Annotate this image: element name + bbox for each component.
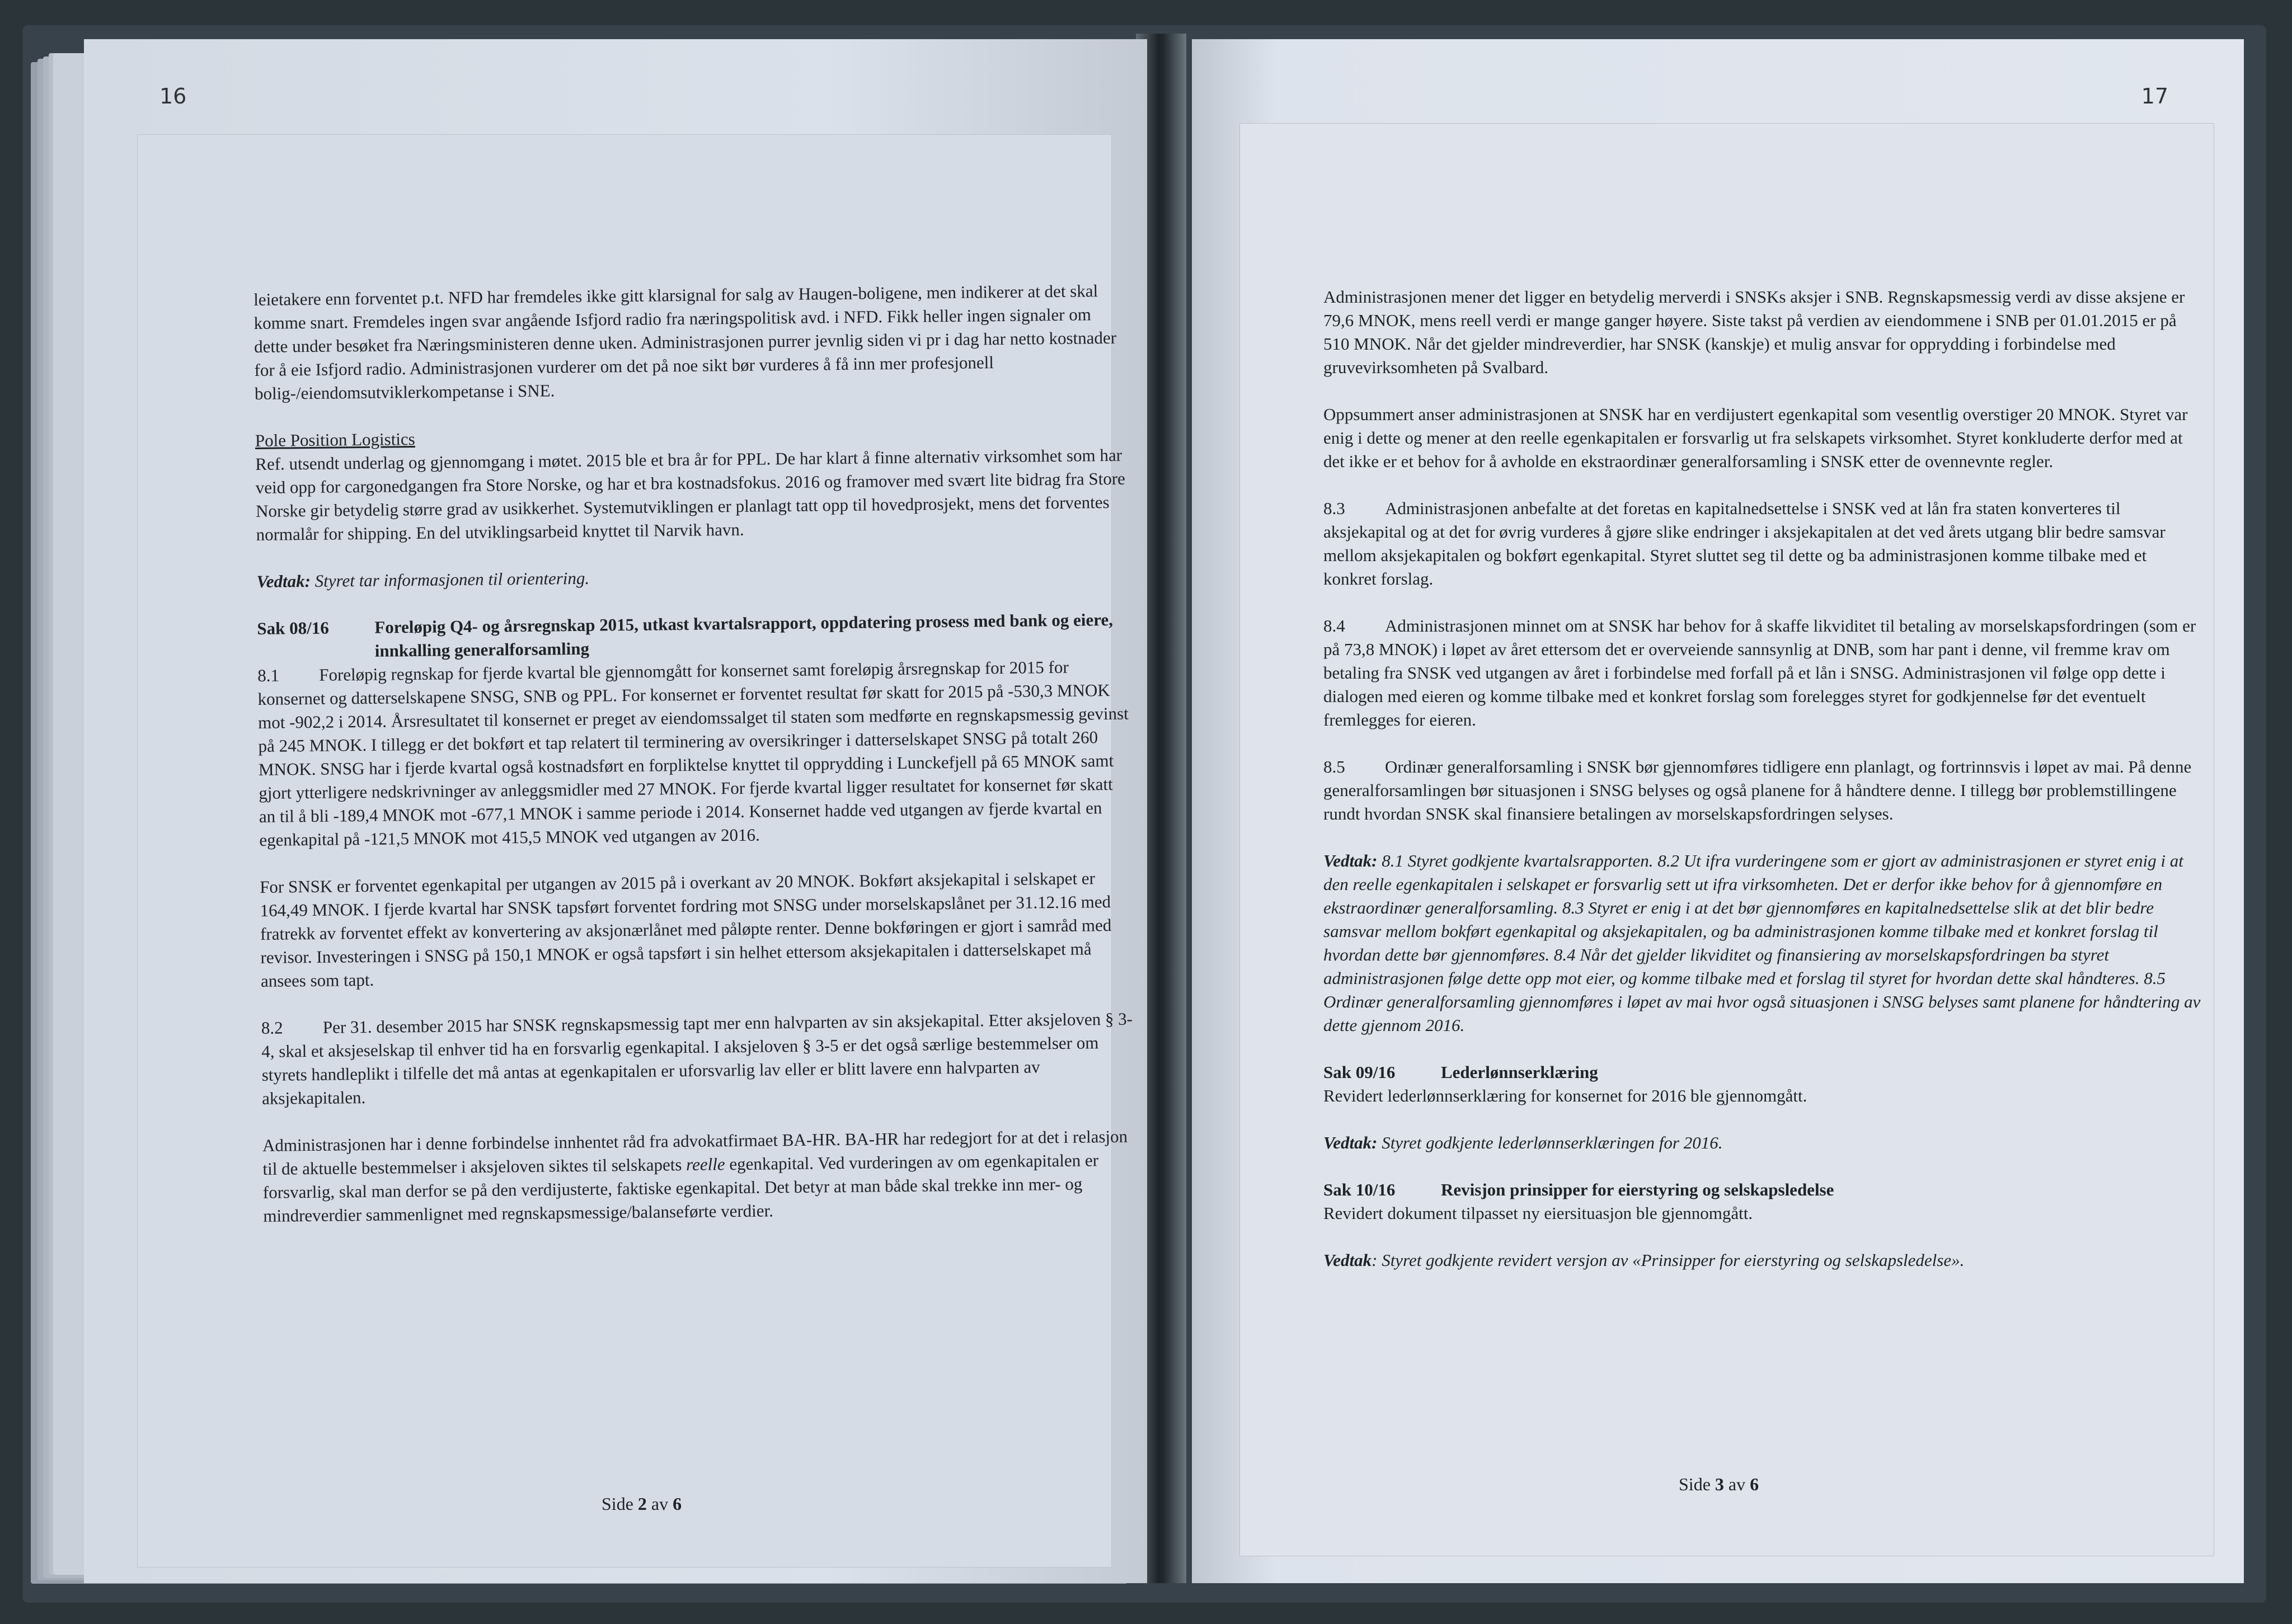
section-text: Ordinær generalforsamling i SNSK bør gjennomføres tidligere enn planlagt, og fortrinnsvis i løpet av mai. På denne generalforsamlingen bør situasjonen i SNSG belyses og også planene for å håndtere denne. I tillegg bør problemstillingene rundt hvordan SNSK skal finansiere betalingen av morselskapsfordringen selyses. [1323, 757, 2192, 823]
footer-page: 3 [1715, 1474, 1724, 1494]
vedtak-label: Vedtak: [1323, 1133, 1378, 1152]
vedtak [1323, 1131, 2202, 1155]
vedtak [256, 561, 1129, 594]
paragraph: For SNSK er forventet egenkapital per utgangen av 2015 på i overkant av 20 MNOK. Bokført aksjekapital i selskapet er 164,49 MNOK. I fjerde kvartal har SNSK tapsført forventet fordring mot SNSG under morselskapslånet per 31.12.16 med fratrekk av forventet effekt av konvertering av aksjonærlånet med påløpte renter. Denne bokføringen er gjort i samråd med revisor. Investeringen i SNSG på 150,1 MNOK er også tapsført i sin helhet ettersom aksjekapitalen i datterselskapet må ansees som tapt. [260, 868, 1112, 991]
paragraph [1323, 497, 2202, 591]
case-title: Lederlønnserklæring [1441, 1062, 1598, 1082]
page-footer [1679, 1474, 1759, 1495]
paragraph [1323, 755, 2202, 826]
case-number: Sak 09/16 [1323, 1062, 1396, 1082]
paragraph: Revidert lederlønnserklæring for konsernet for 2016 ble gjennomgått. [1323, 1086, 1807, 1105]
vedtak-text: : Styret godkjente revidert versjon av «Prinsipper for eierstyring og selskapsledelse». [1372, 1250, 1965, 1270]
case-heading [257, 608, 1130, 664]
page-number: 16 [159, 84, 187, 109]
paragraph: leietakere enn forventet p.t. NFD har fremdeles ikke gitt klarsignal for salg av Haugen-boligene, men indikerer at det skal komme snart. Fremdeles ingen svar angående Isfjord radio fra næringspolitisk avd. i NFD. Fikk heller ingen signaler om dette under besøket fra Næringsministeren denne uken. Administrasjonen purrer jevnlig siden vi pr i dag har netto kostnader for å eie Isfjord radio. Administrasjonen vurderer om det på noe sikt bør vurderes å få inn mer profesjonell bolig-/eiendomsutviklerkompetanse i SNE. [253, 281, 1117, 403]
left-page [84, 39, 1147, 1583]
vedtak-label: Vedtak: [1323, 851, 1378, 870]
paragraph [257, 655, 1132, 852]
vedtak-text: Styret godkjente lederlønnserklæringen for 2016. [1382, 1133, 1723, 1152]
section-text: Administrasjonen anbefalte at det foretas en kapitalnedsettelse i SNSK ved at lån fra staten konverteres til aksjekapital og at det for øvrig vurderes å gjøre slike endringer i aksjekapitalen at det ved årets utgang blir bedre samsvar mellom aksjekapitalen og bokført egenkapital. Styret sluttet seg til dette og ba administrasjonen komme tilbake med et konkret forslag. [1323, 498, 2166, 589]
vedtak [1323, 1249, 2202, 1272]
case-title: Revisjon prinsipper for eierstyring og selskapsledelse [1441, 1180, 1834, 1199]
section-number: 8.2 [261, 1018, 283, 1038]
footer-page: 2 [637, 1494, 647, 1514]
footer-prefix: Side [602, 1494, 633, 1514]
case-number: Sak 10/16 [1323, 1180, 1396, 1199]
emphasis: reelle [685, 1154, 725, 1174]
paragraph [262, 1125, 1136, 1228]
section-text: Administrasjonen minnet om at SNSK har behov for å skaffe likviditet til betaling av morselskapsfordringen (som er på 73,8 MNOK) i løpet av året ettersom det er overveiende sannsynlig at DNB, som har pant i denne, vil fremme krav om betaling fra SNSK ved utgangen av året i forbindelse med forfall på et lån i SNSG. Administrasjonen vil følge opp dette i dialogen med eieren og komme tilbake med et konkret forslag som forelegges styret for godkjennelse før det eventuelt fremlegges for eieren. [1323, 616, 2196, 729]
right-page-text [1323, 285, 2202, 1296]
vedtak-text: 8.1 Styret godkjente kvartalsrapporten. 8.2 Ut ifra vurderingene som er gjort av administrasjonen er styret enig i at den reelle egenkapitalen i selskapet er forsvarlig sett ut ifra virksomheten. Det er derfor ikke behov for å gjennomføre en ekstraordinær generalforsamling. 8.3 Styret er enig i at det bør gjennomføres en kapitalnedsettelse slik at det blir bedre samsvar mellom bokført egenkapital og aksjekapitalen, og ba administrasjonen komme tilbake med et konkret forslag til hvordan dette bør gjennomføres. 8.4 Når det gjelder likviditet og finansiering av morselskapsfordringen ba styret administrasjonen følge dette opp mot eier, og komme tilbake med et forslag til styret for hvordan dette skal håndteres. 8.5 Ordinær generalforsamling gjennomføres i løpet av mai hvor også situasjonen i SNSG belyses samt planene for håndtering av dette gjennom 2016. [1323, 851, 2201, 1035]
section-number: 8.3 [1323, 498, 1345, 518]
vedtak-text: Styret tar informasjonen til orientering. [314, 568, 590, 591]
section-text: Per 31. desember 2015 har SNSK regnskapsmessig tapt mer enn halvparten av sin aksjekapital. Etter aksjeloven § 3-4, skal et aksjeselskap til enhver tid ha en forsvarlig egenkapital. I aksjeloven § 3-5 er det også særlige bestemmelser om styrets handleplikt i tilfelle det må antas at egenkapitalen er uforsvarlig lav eller er blitt lavere enn halvparten av aksjekapitalen. [261, 1009, 1133, 1108]
paragraph: Ref. utsendt underlag og gjennomgang i møtet. 2015 ble et bra år for PPL. De har klart å finne alternativ virksomhet som har veid opp for cargonedgangen fra Store Norske, og har et bra kostnadsfokus. 2016 og framover med svært lite bidrag fra Store Norske gir betydelig større grad av usikkerhet. Systemutviklingen er planlagt tatt opp til hovedprosjekt, mens det forventes normalår for shipping. En del utviklingsarbeid knyttet til Narvik havn. [255, 445, 1126, 544]
section-text: egenkapital. Ved vurderingen av om egenkapitalen er forsvarlig, skal man derfor se på den verdijusterte, faktiske egenkapital. Det betyr at man både skal trekke inn mer- og mindreverdier sammenlignet med regnskapsmessige/balanseførte verdier. [262, 1150, 1099, 1226]
section-text: Administrasjonen har i denne forbindelse innhentet råd fra advokatfirmaet BA-HR. BA-HR har redegjort for at det i relasjon til de aktuelle bestemmelser i aksjeloven siktes til selskapets [262, 1126, 1128, 1179]
footer-mid: av [651, 1494, 669, 1514]
footer-mid: av [1728, 1474, 1746, 1494]
left-page-text [253, 279, 1136, 1251]
vedtak [1323, 849, 2202, 1037]
section-number: 8.1 [257, 665, 280, 685]
vedtak-label: Vedtak: [256, 571, 311, 591]
vedtak-label: Vedtak [1323, 1250, 1372, 1270]
footer-prefix: Side [1679, 1474, 1711, 1494]
section-text: Foreløpig regnskap for fjerde kvartal ble gjennomgått for konsernet samt foreløpig årsregnskap for 2015 for konsernet og datterselskapene SNSG, SNB og PPL. For konsernet er forventet resultat før skatt for 2015 på -530,3 MNOK mot -902,2 i 2014. Årsresultatet til konsernet er preget av eiendomssalget til staten som medførte en regnskapsmessig gevinst på 245 MNOK. I tillegg er det bokført et tap relatert til terminering av oversikringer i datterselskapet SNSG på totalt 260 MNOK. SNSG har i fjerde kvartal også kostnadsført en forpliktelse knyttet til opprydding i Lunckefjell på 65 MNOK samt gjort ytterligere nedskrivninger av anleggsmidler med 27 MNOK. For fjerde kvartal ligger resultatet for konsernet før skatt an til å bli -189,4 MNOK mot -677,1 MNOK i samme periode i 2014. Konsernet hadde ved utgangen av fjerde kvartal en egenkapital på -121,5 MNOK mot 415,5 MNOK ved utgangen av 2016. [257, 657, 1129, 850]
case-number: Sak 08/16 [257, 618, 329, 638]
page-footer [602, 1494, 682, 1514]
footer-total: 6 [1750, 1474, 1759, 1494]
right-page [1192, 39, 2244, 1583]
paragraph [1323, 614, 2202, 732]
paragraph: Oppsummert anser administrasjonen at SNSK har en verdijustert egenkapital som vesentlig overstiger 20 MNOK. Styret var enig i dette og mener at den reelle egenkapitalen er forsvarlig ut fra selskapets virksomhet. Styret konkluderte derfor med at det ikke er et behov for å avholde en ekstraordinær generalforsamling i SNSK etter de ovennevnte regler. [1323, 404, 2188, 471]
footer-total: 6 [673, 1494, 682, 1514]
case-heading [1323, 1061, 2202, 1084]
paragraph: Revidert dokument tilpasset ny eiersituasjon ble gjennomgått. [1323, 1203, 1753, 1223]
page-number: 17 [2141, 84, 2168, 109]
case-title: Foreløpig Q4- og årsregnskap 2015, utkast kvartalsrapport, oppdatering prosess med bank og eiere, innkalling generalforsamling [374, 609, 1114, 661]
section-number: 8.5 [1323, 757, 1345, 776]
case-heading [1323, 1178, 2202, 1202]
section-heading: Pole Position Logistics [255, 429, 415, 450]
paragraph: Administrasjonen mener det ligger en betydelig merverdi i SNSKs aksjer i SNB. Regnskapsmessig verdi av disse aksjene er 79,6 MNOK, mens reell verdi er mange ganger høyere. Siste takst på verdien av eiendommene i SNB per 01.01.2015 er på 510 MNOK. Når det gjelder mindreverdier, har SNSK (kanskje) et mulig ansvar for opprydding i forbindelse med gruvevirksomheten på Svalbard. [1323, 287, 2185, 377]
paragraph [261, 1008, 1135, 1110]
section-number: 8.4 [1323, 616, 1345, 636]
